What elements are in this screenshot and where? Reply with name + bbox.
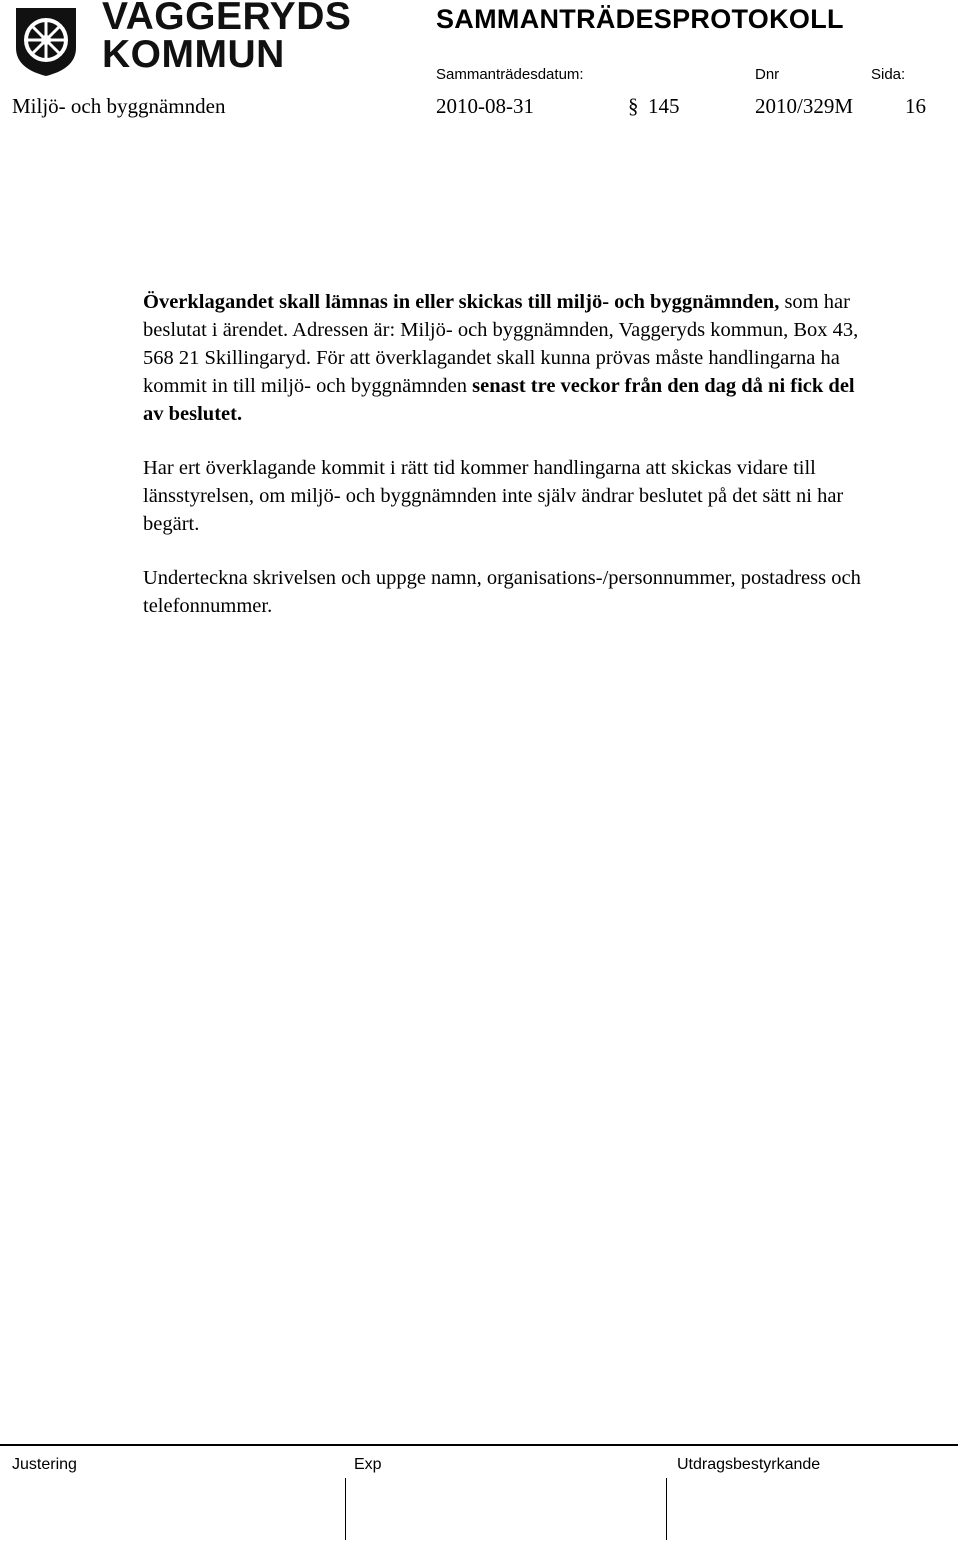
footer-divider <box>0 1444 958 1446</box>
paragraph-appeal <box>143 288 863 428</box>
section-symbol: § <box>628 94 639 118</box>
paragraph-signature: Underteckna skrivelsen och uppge namn, organisations-/personnummer, postadress och telefonnummer. <box>143 567 861 617</box>
meeting-date: 2010-08-31 <box>436 94 534 118</box>
deadline-bold: senast tre veckor från den dag då ni fick del av beslutet. <box>143 375 855 425</box>
page-label: Sida: <box>871 66 906 83</box>
paragraph-forwarding: Har ert överklagande kommit i rätt tid kommer handlingarna att skickas vidare till länsstyrelsen, om miljö- och byggnämnden inte själv ändrar beslutet på det sätt ni har begärt. <box>143 457 844 535</box>
crest-wheel-icon <box>10 4 82 76</box>
footer-justering-label: Justering <box>12 1456 77 1473</box>
logo-line-2: KOMMUN <box>102 33 285 76</box>
committee-name: Miljö- och byggnämnden <box>12 94 226 118</box>
footer-utdrag-label: Utdragsbestyrkande <box>677 1456 821 1473</box>
section-number: 145 <box>648 94 680 118</box>
meeting-date-label: Sammanträdesdatum: <box>436 66 584 83</box>
footer-signature-divider <box>666 1478 667 1540</box>
logo-line-1: VAGGERYDS <box>102 0 352 38</box>
document-title: SAMMANTRÄDESPROTOKOLL <box>436 4 844 34</box>
dnr-value: 2010/329M <box>755 94 854 118</box>
appeal-lead-bold: Överklagandet skall lämnas in eller skickas till miljö- och byggnämnden, <box>143 291 780 313</box>
document-body <box>143 288 863 646</box>
appeal-text: som har beslutat i ärendet. Adressen är: Miljö- och byggnämnden, Vaggeryds kommun, Box 43, 568 21 Skillingaryd. För att överklagandet skall kunna prövas måste handlingarna ha kommit in till miljö- och byggnämnden <box>143 291 859 397</box>
page-number: 16 <box>905 94 926 118</box>
logo-wordmark <box>102 0 351 74</box>
dnr-label: Dnr <box>755 66 780 83</box>
footer-exp-label: Exp <box>354 1456 382 1473</box>
footer-signature-divider <box>345 1478 346 1540</box>
municipality-logo <box>10 0 352 76</box>
